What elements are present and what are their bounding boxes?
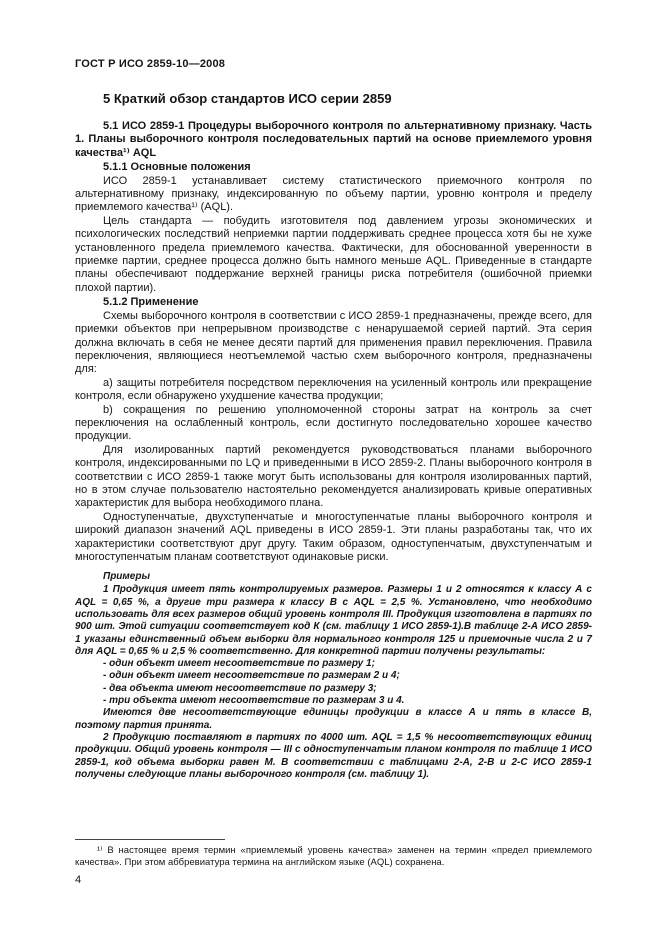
example-1-item: - один объект имеет несоответствие по размеру 1; [103, 658, 375, 670]
footnote-rule [75, 839, 225, 840]
section-5-heading: 5 Краткий обзор стандартов ИСО серии 2859 [103, 91, 392, 106]
footnote-text: ¹⁾ В настоящее время термин «приемлемый уровень качества» заменен на термин «предел приемлемого качества». При этом аббревиатура термина на английском языке (AQL) сохранена. [75, 845, 592, 868]
list-item-a: a) защиты потребителя посредством переключения на усиленный контроль или прекращение контроля, если обнаружено ухудшение качества продукции; [75, 376, 592, 403]
doc-number-header: ГОСТ Р ИСО 2859-10—2008 [75, 58, 226, 70]
example-1-item: - два объекта имеют несоответствие по размеру 3; [103, 682, 377, 694]
example-1: 1 Продукция имеет пять контролируемых размеров. Размеры 1 и 2 относятся к классу А с AQL = 0,65 %, а другие три размера к классу В с AQL = 2,5 %. Установлено, что необходимо использовать для всех размеров общий уровень контроля III. Продукция изготовлена в партиях по 900 шт. Этой ситуации соответствует код К (см. таблицу 1 ИСО 2859-1).В таблице 2-А ИСО 2859-1 указаны единственный объем выборки для нормального контроля 125 и приемочные числа 2 и 7 для AQL = 0,65 % и 2,5 % соответственно. Для конкретной партии получены результаты: [75, 584, 592, 657]
list-item-b: b) сокращения по решению уполномоченной стороны затрат на контроль за счет переключения на ослабленный контроль, если достигнуто последовательно хорошее качество продукции. [75, 403, 592, 443]
example-2: 2 Продукцию поставляют в партиях по 4000 шт. AQL = 1,5 % несоответствующих единиц продукции. Общий уровень контроля — III с одноступенчатым планом контроля по таблице 1 ИСО 2859-1, код объема выборки равен М. В соответствии с таблицами 2-А, 2-В и 2-С ИСО 2859-1 получены следующие планы выборочного контроля (см. таблицу 1). [75, 731, 592, 780]
examples-heading: Примеры [103, 571, 151, 583]
footnote-block [75, 839, 592, 868]
example-1-item: - один объект имеет несоответствие по размерам 2 и 4; [103, 670, 400, 682]
paragraph-isolated-lots: Для изолированных партий рекомендуется руководствоваться планами выборочного контроля, индексированными по LQ и приведенными в ИСО 2859-2. Планы выборочного контроля в соответствии с ИСО 2859-1 также могут быть использованы для контроля изолированных партий, но в этом случае пользователю настоятельно рекомендуется анализировать кривые оперативных характеристик для выбора необходимого плана. [75, 443, 592, 510]
example-1-conclusion: Имеются две несоответствующие единицы продукции в классе А и пять в классе В, поэтому партия принята. [75, 707, 592, 731]
example-1-item: - три объекта имеют несоответствие по размерам 3 и 4. [103, 695, 405, 707]
paragraph-schemes-purpose: Схемы выборочного контроля в соответствии с ИСО 2859-1 предназначены, прежде всего, для приемки объектов при непрерывном производстве с ненарушаемой серией партий. Эта серия должна включать в себя не менее десяти партий для применения правил переключения. Правила переключения, являющиеся неотъемлемой частью схем выборочного контроля, предназначены для: [75, 309, 592, 376]
page-number: 4 [75, 874, 82, 886]
paragraph-standard-goal: Цель стандарта — побудить изготовителя под давлением угрозы экономических и психологических последствий неприемки партии поддерживать среднее процесса хотя бы не хуже установленного предела приемлемого качества. Фактически, для обоснованной уверенности в приемке партии, среднее процесса должно быть намного меньше AQL. Приведенные в стандарте планы обеспечивают поддержание верхней границы риска потребителя (ошибочной приемки плохой партии). [75, 214, 592, 294]
paragraph-plan-types: Одноступенчатые, двухступенчатые и многоступенчатые планы выборочного контроля и широкий диапазон значений AQL приведены в ИСО 2859-1. Эти планы разработаны так, что их характеристики соответствуют друг другу. Таким образом, одноступенчатым, двухступенчатым и многоступенчатым планам соответствуют одинаковые риски. [75, 510, 592, 563]
page-content [75, 58, 592, 781]
heading-5-1-2: 5.1.2 Применение [103, 296, 199, 309]
heading-5-1: 5.1 ИСО 2859-1 Процедуры выборочного контроля по альтернативному признаку. Часть 1. Планы выборочного контроля последовательных партий на основе приемлемого уровня качества¹⁾ AQL [75, 120, 592, 159]
heading-5-1-1: 5.1.1 Основные положения [103, 161, 251, 174]
paragraph-iso-establishes: ИСО 2859-1 устанавливает систему статистического приемочного контроля по альтернативному признаку, индексированную по объему партии, уровню контроля и пределу приемлемого качества¹⁾ (AQL). [75, 174, 592, 214]
